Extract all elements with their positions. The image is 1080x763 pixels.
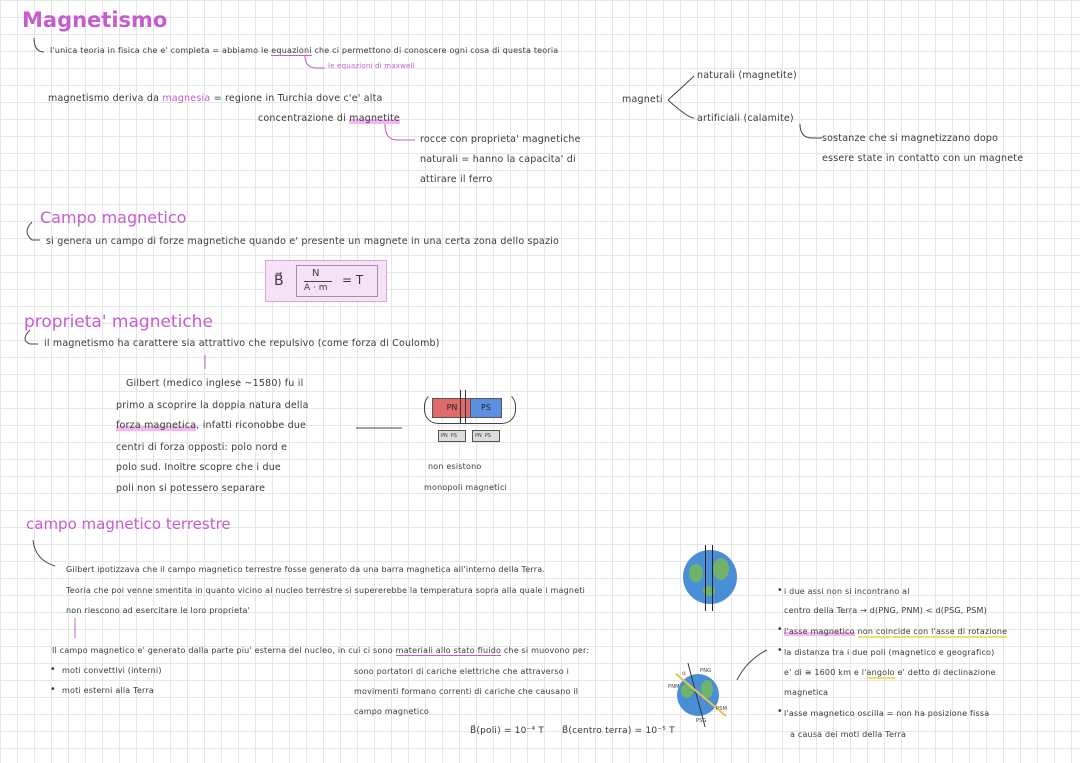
right-line-3	[784, 627, 1007, 637]
intro-equations: equazioni	[271, 46, 312, 55]
mini-pn-2: PN	[475, 433, 482, 439]
earth-land-2	[713, 558, 729, 580]
gilbert-line-4: centri di forza opposti: polo nord e	[116, 442, 288, 453]
pn-label: PN	[446, 403, 458, 412]
rocks-line-3: attirare il ferro	[420, 174, 493, 185]
gilbert-line-3	[116, 420, 306, 431]
intro-text-c: che ci permettono di conoscere ogni cosa di questa teoria	[314, 46, 559, 55]
artificiali-label: artificiali (calamite)	[697, 113, 794, 124]
label-png: PNG	[700, 668, 712, 674]
terrestre-p4	[52, 646, 589, 656]
origin-c: = regione in Turchia dove c'e' alta	[213, 93, 383, 104]
origin-a: magnetismo deriva da	[48, 93, 160, 104]
formula-den: A · m	[304, 283, 328, 293]
bullet-dot-2: •	[50, 684, 56, 695]
monopoli-line-1: non esistono	[428, 462, 482, 471]
mini-ps-1: PS	[450, 433, 457, 439]
campo-heading: Campo magnetico	[40, 208, 187, 227]
right-line-1: i due assi non si incontrano al	[784, 587, 910, 596]
naturali-label: naturali (magnetite)	[697, 70, 797, 81]
formula-box	[265, 260, 387, 302]
bullet-dot-1: •	[50, 664, 56, 675]
angolo: angolo	[866, 668, 895, 677]
bullet-1: moti convettivi (interni)	[62, 666, 162, 675]
formula-b: B⃗	[274, 273, 284, 289]
formula-eq: = T	[342, 273, 364, 287]
correnti-line-3: campo magnetico	[354, 707, 430, 716]
mini-magnet-1	[438, 430, 466, 442]
page-title: Magnetismo	[22, 8, 168, 32]
earth-poles-diagram	[660, 660, 740, 730]
earth-land-1	[689, 564, 703, 582]
asse-magnetico: l'asse magnetico	[784, 627, 855, 636]
magnet-diagram	[418, 388, 523, 448]
r5a: e' di ≅ 1600 km e l'	[784, 668, 867, 677]
label-pnm: PNM	[668, 684, 680, 690]
rocks-line-1: rocce con proprieta' magnetiche	[420, 134, 581, 145]
formula-centro: B⃗(centro terra) = 10⁻⁵ T	[562, 726, 675, 736]
right-line-4: la distanza tra i due poli (magnetico e geografico)	[784, 648, 995, 657]
proprieta-line: il magnetismo ha carattere sia attrattivo che repulsivo (come forza di Coulomb)	[44, 338, 440, 349]
terrestre-heading: campo magnetico terrestre	[26, 515, 231, 533]
right-line-7: l'asse magnetico oscilla = non ha posizione fissa	[784, 709, 990, 718]
rbullet-4: •	[777, 706, 783, 717]
right-line-8: a causa dei moti della Terra	[790, 730, 907, 739]
mini-ps-2: PS	[484, 433, 491, 439]
gilbert-line-5: polo sud. Inoltre scopre che i due	[116, 462, 281, 473]
rbullet-3: •	[777, 645, 783, 656]
proprieta-heading: proprieta' magnetiche	[24, 312, 213, 332]
p4c: che si muovono per:	[503, 646, 590, 655]
gilbert-line-2: primo a scoprire la doppia natura della	[116, 400, 309, 411]
ps-label: PS	[481, 403, 491, 412]
bullet-2: moti esterni alla Terra	[62, 686, 154, 695]
intro-text-a: l'unica teoria in fisica che e' completa = abbiamo le	[50, 46, 269, 55]
monopoli-line-2: monopoli magnetici	[424, 483, 507, 492]
terrestre-p3: non riescono ad esercitare le loro proprieta'	[66, 606, 251, 615]
label-alpha: α	[682, 670, 687, 677]
origin-magnetite: magnetite	[349, 113, 400, 124]
gilbert-line-6: poli non si potessero separare	[116, 483, 266, 494]
origin-magnesia: magnesia	[162, 93, 211, 104]
gilbert-3b: , infatti riconobbe due	[196, 420, 307, 431]
r5c: e' detto di declinazione	[897, 668, 996, 677]
campo-line: si genera un campo di forze magnetiche quando e' presente un magnete in una certa zona dello spazio	[46, 236, 559, 247]
origin-line-2	[258, 113, 400, 124]
right-line-5	[784, 668, 996, 678]
p4a: Il campo magnetico e' generato dalla parte piu' esterna del nucleo, in cui ci sono	[52, 646, 393, 655]
maxwell-note: le equazioni di maxwell	[328, 62, 415, 70]
label-psg: PSG	[696, 718, 707, 724]
sostanze-line-2: essere state in contatto con un magnete	[822, 153, 1024, 164]
label-psm: PSM	[716, 706, 728, 712]
mini-magnet-2	[472, 430, 500, 442]
terrestre-p2: Teoria che poi venne smentita in quanto vicino al nucleo terrestre si supererebbe la temperatura sopra alla quale i magneti	[66, 586, 586, 595]
correnti-line-1: sono portatori di cariche elettriche che attraverso i	[354, 667, 570, 676]
right-line-6: magnetica	[784, 688, 829, 697]
formula-num: N	[312, 268, 320, 279]
gilbert-line-1: Gilbert (medico inglese ~1580) fu il	[126, 378, 304, 389]
forza-magnetica: forza magnetica	[116, 420, 197, 431]
rbullet-1: •	[777, 585, 783, 596]
magneti-label: magneti	[622, 94, 663, 105]
field-loop	[424, 392, 516, 424]
origin-line	[48, 93, 383, 104]
formula-poli: B⃗(poli) = 10⁻⁴ T	[470, 726, 545, 736]
non-coincide: non coincide con l'asse di rotazione	[857, 627, 1008, 636]
correnti-line-2: movimenti formano correnti di cariche che causano il	[354, 687, 579, 696]
rocks-line-2: naturali = hanno la capacita' di	[420, 154, 576, 165]
terrestre-p1: Gilbert ipotizzava che il campo magnetico terrestre fosse generato da una barra magnetica all'interno della Terra.	[66, 565, 546, 574]
intro-line	[50, 46, 558, 56]
origin2-a: concentrazione di	[258, 113, 346, 124]
formula-fraction-line	[304, 281, 332, 282]
earth-globe-icon	[683, 550, 737, 604]
sostanze-line-1: sostanze che si magnetizzano dopo	[822, 133, 999, 144]
right-line-2: centro della Terra → d(PNG, PNM) < d(PSG, PSM)	[784, 606, 987, 615]
earth-axis-1	[705, 545, 706, 611]
rbullet-2: •	[777, 624, 783, 635]
earth-axis-2	[712, 545, 713, 611]
mini-pn-1: PN	[441, 433, 448, 439]
p4-materiali: materiali allo stato fluido	[395, 646, 502, 655]
